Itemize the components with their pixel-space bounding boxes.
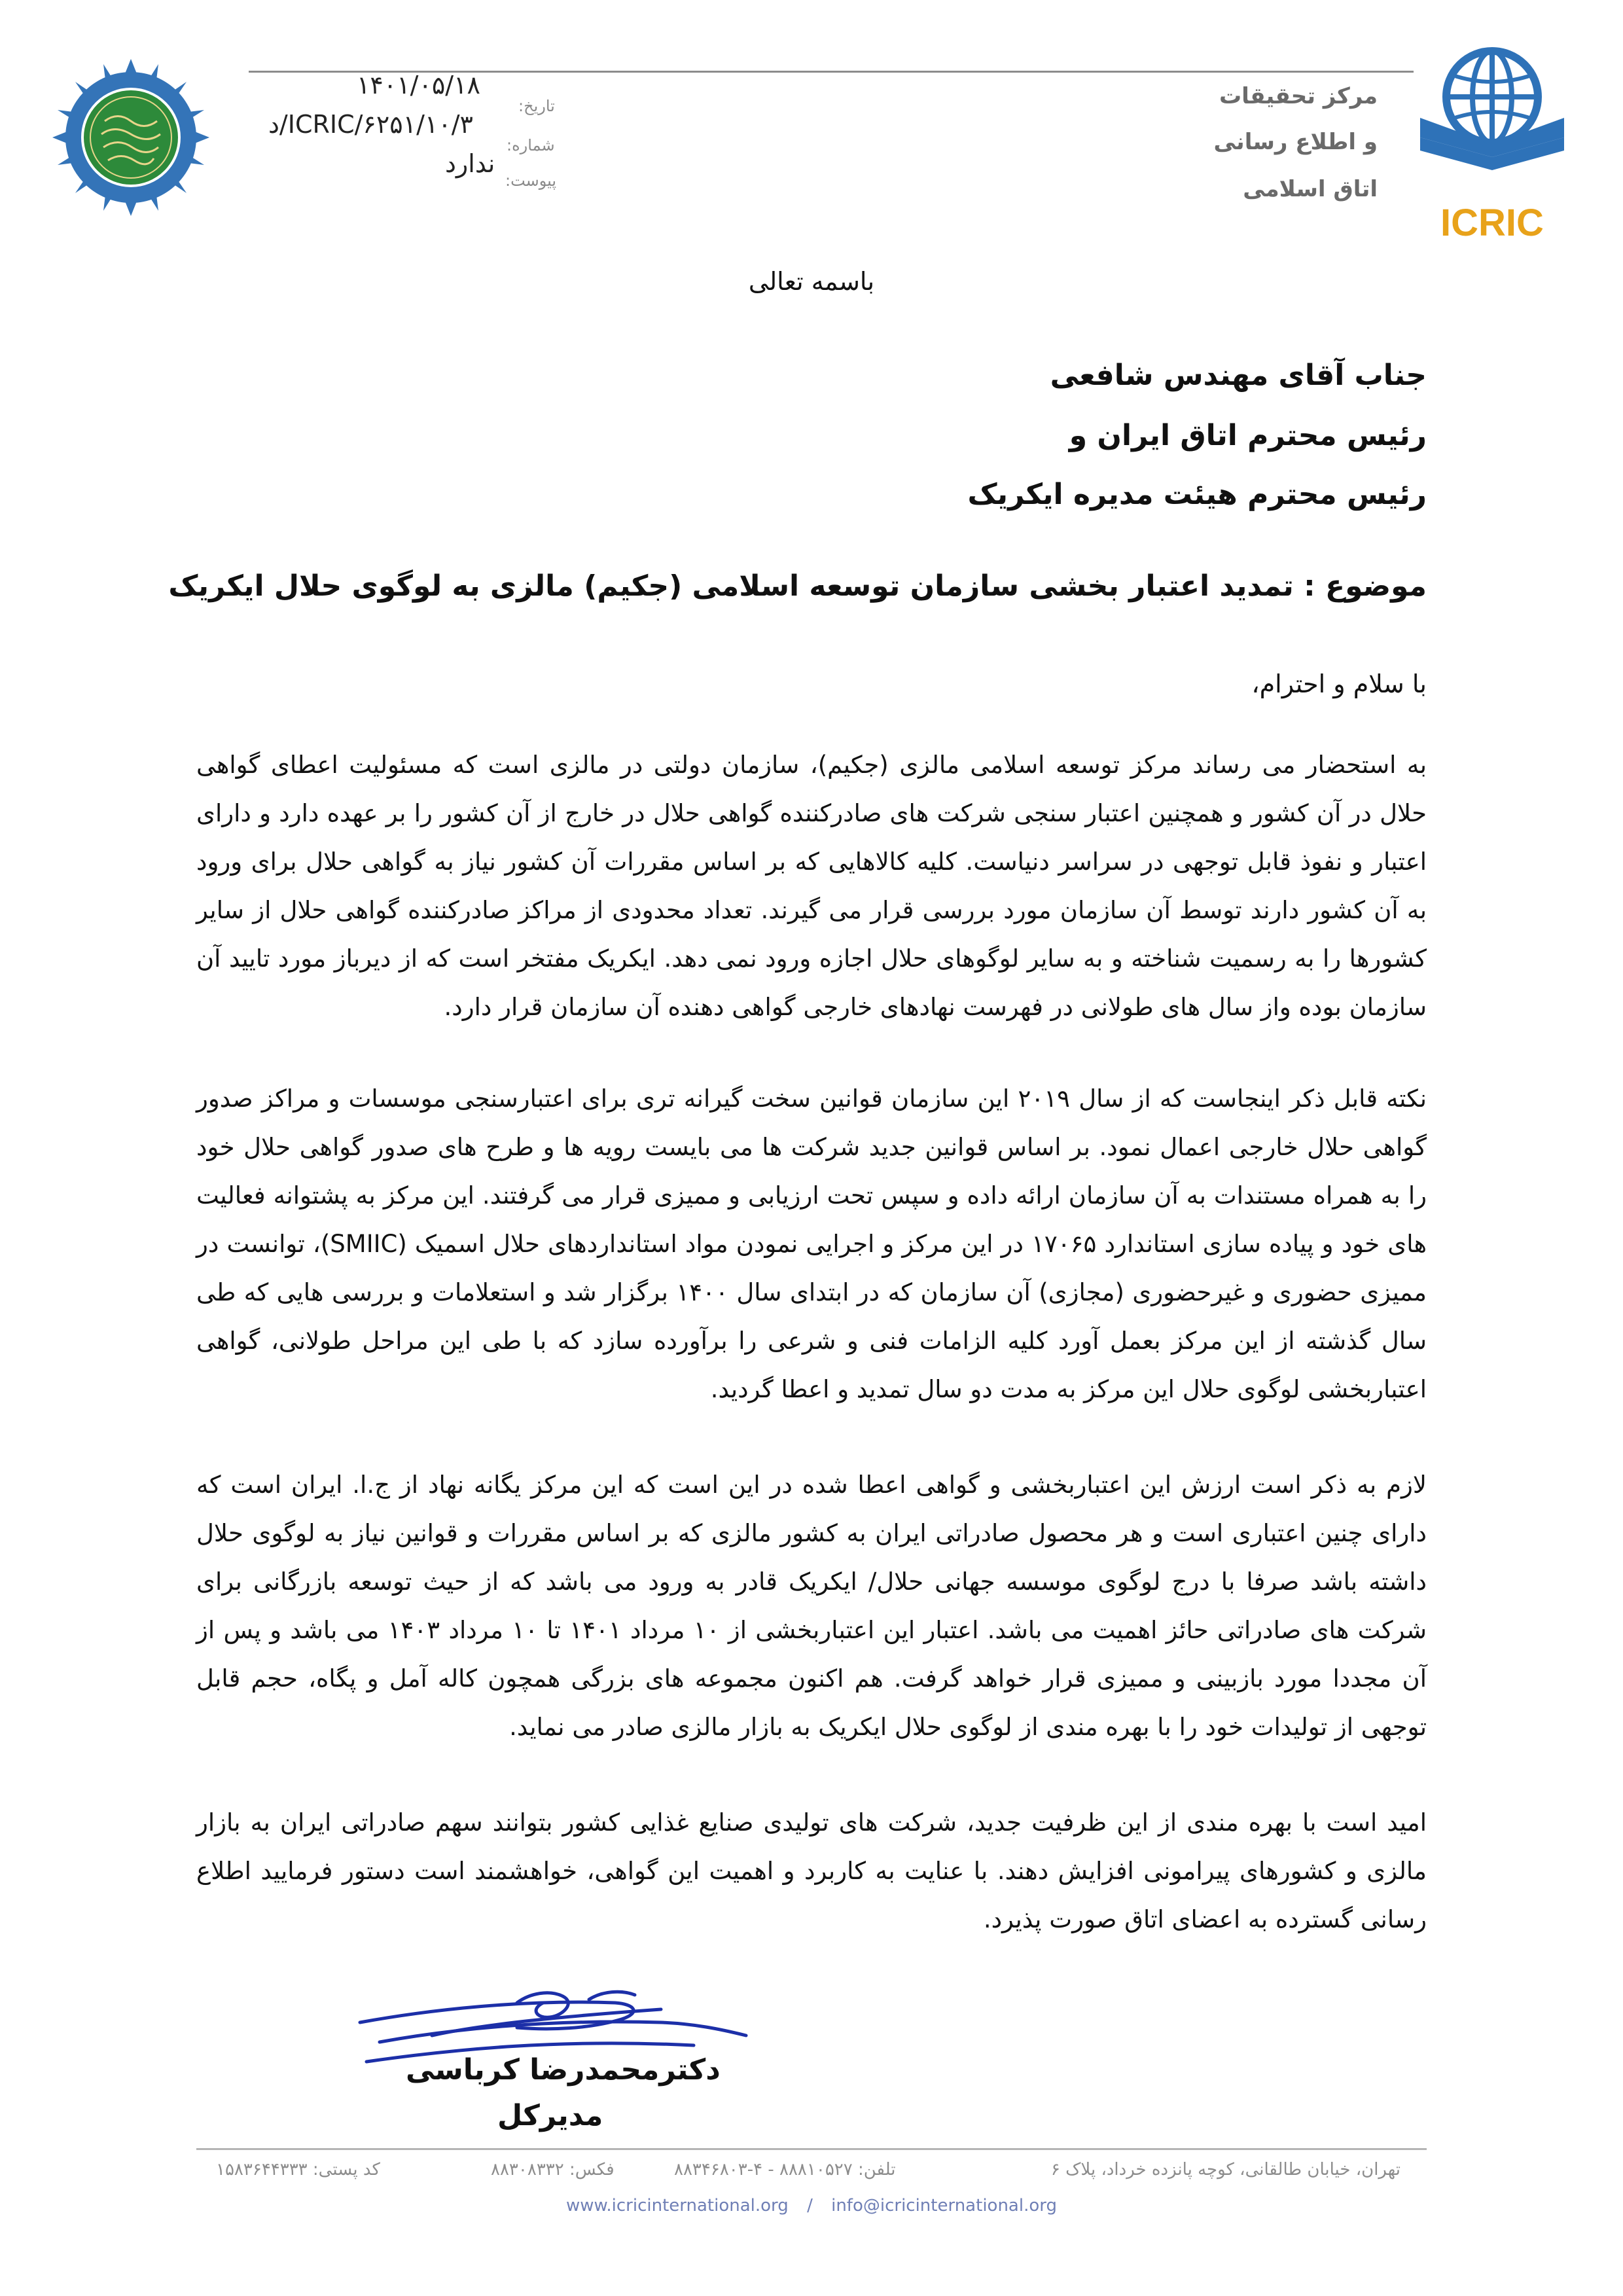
number-label: شماره: bbox=[507, 136, 555, 154]
bismillah-heading: باسمه تعالی bbox=[748, 267, 875, 296]
islamic-chamber-seal-icon bbox=[52, 59, 209, 216]
paragraph-4: امید است با بهره مندی از این ظرفیت جدید، شرکت های تولیدی صنایع غذایی کشور بتوانند سهم صادراتی ایران به بازار مالزی و کشورهای پیرامونی افزایش دهند. با عنایت به کاربرد و اهمیت این گواهی، خواهشمند است دستور فرمایید اطلاع رسانی گسترده به اعضای اتاق صورت پذیرد. bbox=[196, 1808, 1427, 1933]
date-label: تاریخ: bbox=[518, 97, 555, 115]
signatory-title: مدیرکل bbox=[497, 2099, 603, 2132]
letter-subject: موضوع : تمدید اعتبار بخشی سازمان توسعه اسلامی (جکیم) مالزی به لوگوی حلال ایکریک bbox=[168, 569, 1427, 603]
icric-logo-text: ICRIC bbox=[1440, 202, 1544, 244]
addressee-line3: رئیس محترم هیئت مدیره ایکریک bbox=[967, 478, 1427, 511]
footer-postal-code: کد پستی: ۱۵۸۳۶۴۴۳۳۳ bbox=[216, 2160, 380, 2179]
website-link[interactable]: www.icricinternational.org bbox=[565, 2196, 789, 2215]
icric-logo-icon bbox=[1407, 39, 1577, 249]
date-value: ۱۴۰۱/۰۵/۱۸ bbox=[357, 71, 480, 99]
attachment-value: ندارد bbox=[445, 149, 495, 178]
attachment-label: پیوست: bbox=[505, 171, 557, 190]
signatory-name: دکترمحمدرضا کرباسی bbox=[406, 2053, 721, 2087]
footer-separator: / bbox=[807, 2196, 813, 2215]
paragraph-2: نکته قابل ذکر اینجاست که از سال ۲۰۱۹ این سازمان قوانین سخت گیرانه تری برای اعتبارسنجی موسسات و مراکز صدور گواهی حلال خارجی اعمال نمود. بر اساس قوانین جدید شرکت ها می بایست رویه ها و طرح های صدور گواهی حلال خود را به همراه مستندات به آن سازمان ارائه داده و سپس تحت ارزیابی و ممیزی قرار می گرفتند. این مرکز به پشتوانه فعالیت های خود و پیاده سازی استاندارد ۱۷۰۶۵ در این مرکز و اجرایی نمودن مواد استانداردهای حلال اسمیک (SMIIC)، توانست در ممیزی حضوری و غیرحضوری (مجازی) آن سازمان که در ابتدای سال ۱۴۰۰ برگزار شد و استعلامات و بررسی هایی که طی سال گذشته از این مرکز بعمل آورد کلیه الزامات فنی و شرعی را برآورده سازد که با طی این مراحل طولانی، گواهی اعتباربخشی لوگوی حلال این مرکز به مدت دو سال تمدید و اعطا گردید. bbox=[196, 1085, 1427, 1403]
addressee-line1: جناب آقای مهندس شافعی bbox=[1050, 359, 1427, 392]
footer-web-links bbox=[0, 2196, 1623, 2215]
paragraph-3: لازم به ذکر است ارزش این اعتباربخشی و گواهی اعطا شده در این است که این مرکز یگانه نهاد از ج.ا. ایران است که دارای چنین اعتباری است و هر محصول صادراتی ایران به کشور مالزی که بر اساس مقررات و قوانین نیاز به لوگوی حلال داشته باشد صرفا با درج لوگوی موسسه جهانی حلال/ ایکریک قادر به ورود می باشد که از حیث توسعه بازرگانی برای شرکت های صادراتی حائز اهمیت می باشد. اعتبار این اعتباربخشی از ۱۰ مرداد ۱۴۰۱ تا ۱۰ مرداد ۱۴۰۳ می باشد و پس از آن مجددا مورد بازبینی و ممیزی قرار خواهد گرفت. هم اکنون مجموعه های بزرگی همچون کاله آمل و پگاه، حجم قابل توجهی از تولیدات خود را با بهره مندی از لوگوی حلال ایکریک به بازار مالزی صادر می نماید. bbox=[196, 1471, 1427, 1741]
org-name-line1: مرکز تحقیقات bbox=[1219, 83, 1378, 109]
footer-fax: فکس: ۸۸۳۰۸۳۳۲ bbox=[491, 2160, 615, 2179]
footer-rule bbox=[196, 2148, 1427, 2150]
footer-phone: تلفن: ۸۸۸۱۰۵۲۷ - ۴-۸۸۳۴۶۸۰۳ bbox=[674, 2160, 896, 2179]
addressee-line2: رئیس محترم اتاق ایران و bbox=[1069, 419, 1427, 452]
org-name-line3: اتاق اسلامی bbox=[1243, 176, 1378, 202]
footer-address: تهران، خیابان طالقانی، کوچه پانزده خرداد، پلاک ۶ bbox=[1050, 2160, 1400, 2179]
paragraph-1: به استحضار می رساند مرکز توسعه اسلامی مالزی (جکیم)، سازمان دولتی در مالزی است که مسئولیت اعطای گواهی حلال در آن کشور و همچنین اعتبار سنجی شرکت های صادرکننده گواهی حلال در خارج از آن کشور را بر عهده دارد و دارای اعتبار و نفوذ قابل توجهی در سراسر دنیاست. کلیه کالاهایی که بر اساس مقررات آن کشور نیاز به گواهی حلال برای ورود به آن کشور دارند توسط آن سازمان مورد بررسی قرار می گیرند. تعداد محدودی از مراکز صادرکننده گواهی حلال از سایر کشورها را به رسمیت شناخته و به سایر لوگوهای حلال اجازه ورود نمی دهد. ایکریک مفتخر است که از دیرباز مورد تایید آن سازمان بوده واز سال های طولانی در فهرست نهادهای خارجی گواهی دهنده آن سازمان قرار دارد. bbox=[196, 751, 1427, 1021]
letter-number-value: ۱۰/۳/ICRIC/۶۲۵۱/د bbox=[268, 110, 473, 139]
org-name-line2: و اطلاع رسانی bbox=[1213, 129, 1378, 155]
email-link[interactable]: info@icricinternational.org bbox=[831, 2196, 1057, 2215]
greeting: با سلام و احترام، bbox=[1251, 670, 1427, 698]
